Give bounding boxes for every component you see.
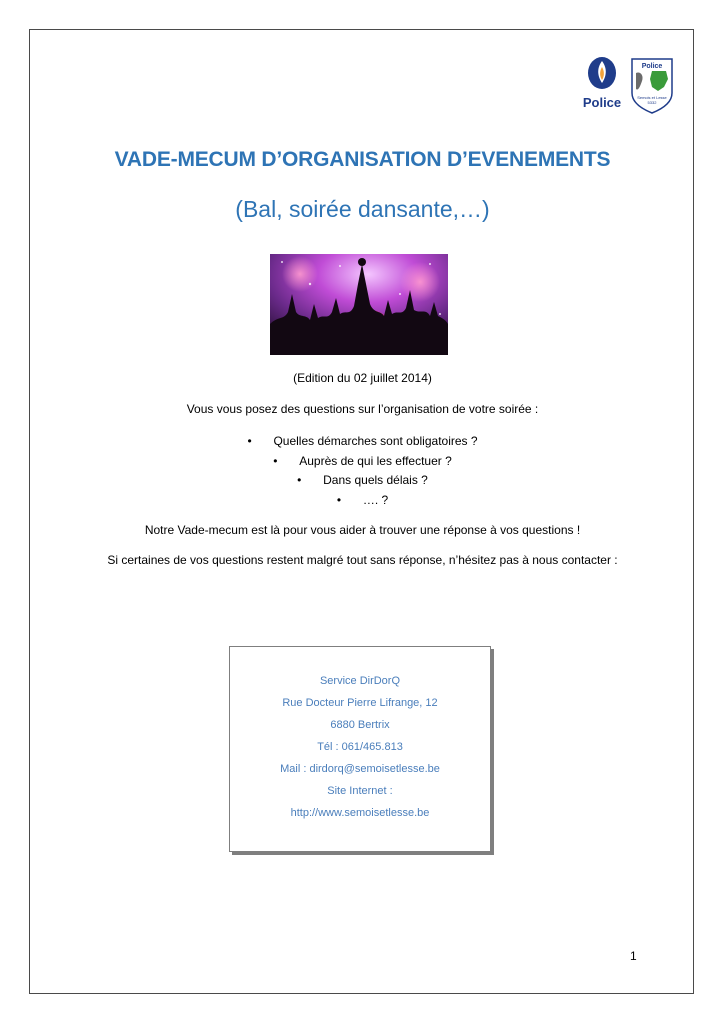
- list-item: [0, 491, 725, 511]
- bullet-icon: •: [297, 473, 302, 487]
- document-subtitle: (Bal, soirée dansante,…): [235, 196, 490, 222]
- header-logos: [578, 55, 678, 117]
- question-text: Dans quels délais ?: [323, 473, 428, 487]
- contact-box: [229, 646, 491, 852]
- question-text: …. ?: [362, 492, 389, 507]
- intro-text: Vous vous posez des questions sur l’organisation de votre soirée :: [186, 402, 539, 416]
- edition-date: (Edition du 02 juillet 2014): [293, 371, 432, 385]
- local-logo-zone: Semois et Lesse: [637, 95, 667, 100]
- page-number: 1: [630, 949, 637, 963]
- questions-list: [0, 432, 725, 510]
- contact-city: 6880 Bertrix: [330, 719, 390, 731]
- list-item: [0, 471, 725, 491]
- contact-note: Si certaines de vos questions restent malgré tout sans réponse, n’hésitez pas à nous contacter :: [107, 553, 618, 567]
- local-police-logo: [628, 57, 676, 115]
- contact-phone: Tél : 061/465.813: [317, 741, 403, 753]
- party-crowd-image: [270, 254, 448, 355]
- federal-police-logo: [578, 55, 626, 115]
- document-title: VADE-MECUM D’ORGANISATION D’EVENEMENTS: [114, 148, 611, 171]
- question-text: Quelles démarches sont obligatoires ?: [273, 434, 478, 448]
- question-text: Auprès de qui les effectuer ?: [299, 453, 452, 468]
- federal-logo-text: Police: [582, 95, 622, 110]
- contact-street: Rue Docteur Pierre Lifrange, 12: [282, 697, 438, 709]
- help-note: Notre Vade-mecum est là pour vous aider à trouver une réponse à vos questions !: [144, 523, 581, 537]
- contact-site-label: Site Internet :: [327, 785, 393, 797]
- local-logo-title: Police: [641, 63, 663, 70]
- bullet-icon: •: [273, 453, 278, 468]
- bullet-icon: •: [247, 434, 252, 448]
- local-logo-code: 5332: [647, 100, 657, 105]
- contact-site-link[interactable]: http://www.semoisetlesse.be: [290, 807, 430, 819]
- list-item: [0, 452, 725, 472]
- contact-mail[interactable]: Mail : dirdorq@semoisetlesse.be: [280, 763, 440, 775]
- list-item: [0, 432, 725, 452]
- bullet-icon: •: [336, 492, 342, 507]
- contact-service: Service DirDorQ: [319, 675, 401, 687]
